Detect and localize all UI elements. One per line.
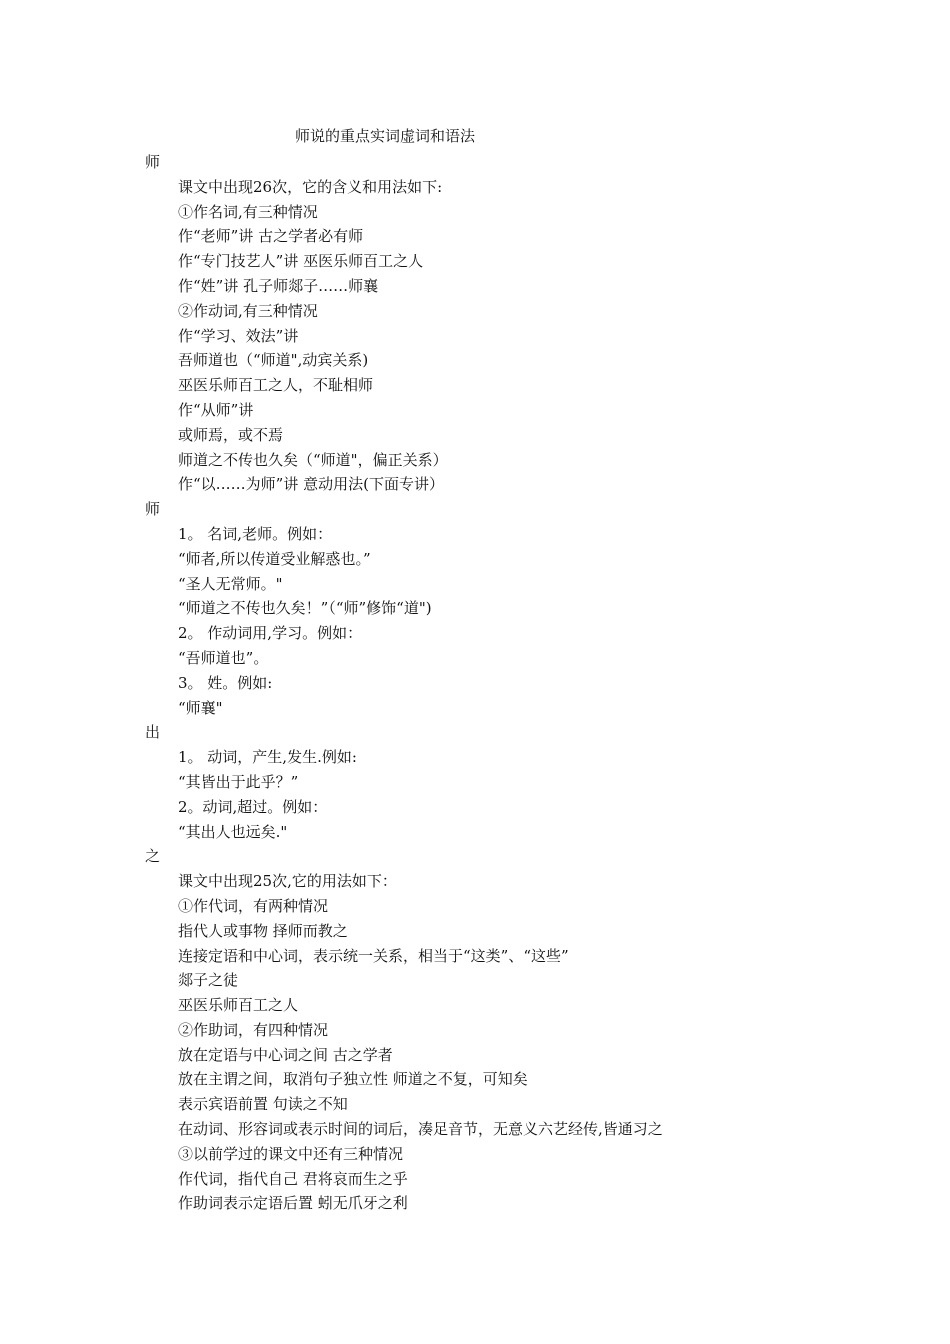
text-line: 连接定语和中心词，表示统一关系，相当于“这类”、“这些” (178, 946, 569, 965)
text-line: “其出人也远矣." (178, 822, 288, 841)
text-line: 作“以……为师”讲 意动用法(下面专讲） (178, 475, 444, 494)
text-line: 作助词表示定语后置 蚓无爪牙之利 (178, 1194, 408, 1213)
text-line: 放在主谓之间，取消句子独立性 师道之不复，可知矣 (178, 1070, 528, 1089)
document-title: 师说的重点实词虚词和语法 (295, 127, 476, 145)
text-line: “师襄" (178, 698, 223, 717)
document-body (145, 150, 905, 1216)
text-line: 作代词，指代自己 君将哀而生之乎 (178, 1169, 408, 1188)
text-line: “圣人无常师。" (178, 574, 283, 593)
text-line: ①作代词，有两种情况 (178, 896, 329, 915)
text-line: ②作助词，有四种情况 (178, 1020, 329, 1039)
text-line: 作“老师”讲 古之学者必有师 (178, 227, 364, 246)
text-line: 巫医乐师百工之人 (178, 996, 299, 1015)
text-line: 课文中出现25次,它的用法如下： (178, 872, 397, 891)
text-line: “其皆出于此乎？” (178, 772, 299, 791)
text-line: 1。 名词,老师。例如： (178, 524, 333, 543)
text-line: 郯子之徒 (178, 971, 239, 990)
text-line: “吾师道也”。 (178, 648, 269, 667)
text-line: 作“学习、效法”讲 (178, 326, 299, 345)
text-line: “师道之不传也久矣！”（“师”修饰“道") (178, 599, 432, 618)
text-line: 指代人或事物 择师而教之 (178, 921, 348, 940)
text-line: 课文中出现26次，它的含义和用法如下: (178, 177, 443, 196)
text-line: ②作动词,有三种情况 (178, 301, 318, 320)
text-line: 在动词、形容词或表示时间的词后，凑足音节，无意义六艺经传,皆通习之 (178, 1120, 663, 1139)
text-line: “师者,所以传道受业解惑也。” (178, 549, 371, 568)
section-heading: 师 (145, 153, 161, 171)
text-line: 巫医乐师百工之人，不耻相师 (178, 376, 374, 395)
text-line: 作“从师”讲 (178, 400, 254, 419)
text-line: 师道之不传也久矣（“师道"，偏正关系） (178, 450, 448, 469)
section-heading: 之 (145, 847, 161, 866)
text-line: 作“姓”讲 孔子师郯子……师襄 (178, 276, 379, 295)
text-line: 表示宾语前置 句读之不知 (178, 1095, 348, 1114)
section-heading: 师 (145, 500, 161, 519)
text-line: 或师焉，或不焉 (178, 425, 284, 444)
text-line: 作“专门技艺人”讲 巫医乐师百工之人 (178, 252, 424, 271)
text-line: 放在定语与中心词之间 古之学者 (178, 1045, 393, 1064)
text-line: ③以前学过的课文中还有三种情况 (178, 1144, 404, 1163)
section-heading: 出 (145, 723, 161, 742)
text-line: 1。 动词，产生,发生.例如: (178, 748, 357, 767)
text-line: 2。 作动词用,学习。例如： (178, 624, 363, 643)
text-line: 吾师道也（“师道",动宾关系) (178, 351, 369, 370)
text-line: 2。动词,超过。例如： (178, 797, 328, 816)
text-line: 3。 姓。例如: (178, 673, 273, 692)
text-line: ①作名词,有三种情况 (178, 202, 318, 221)
